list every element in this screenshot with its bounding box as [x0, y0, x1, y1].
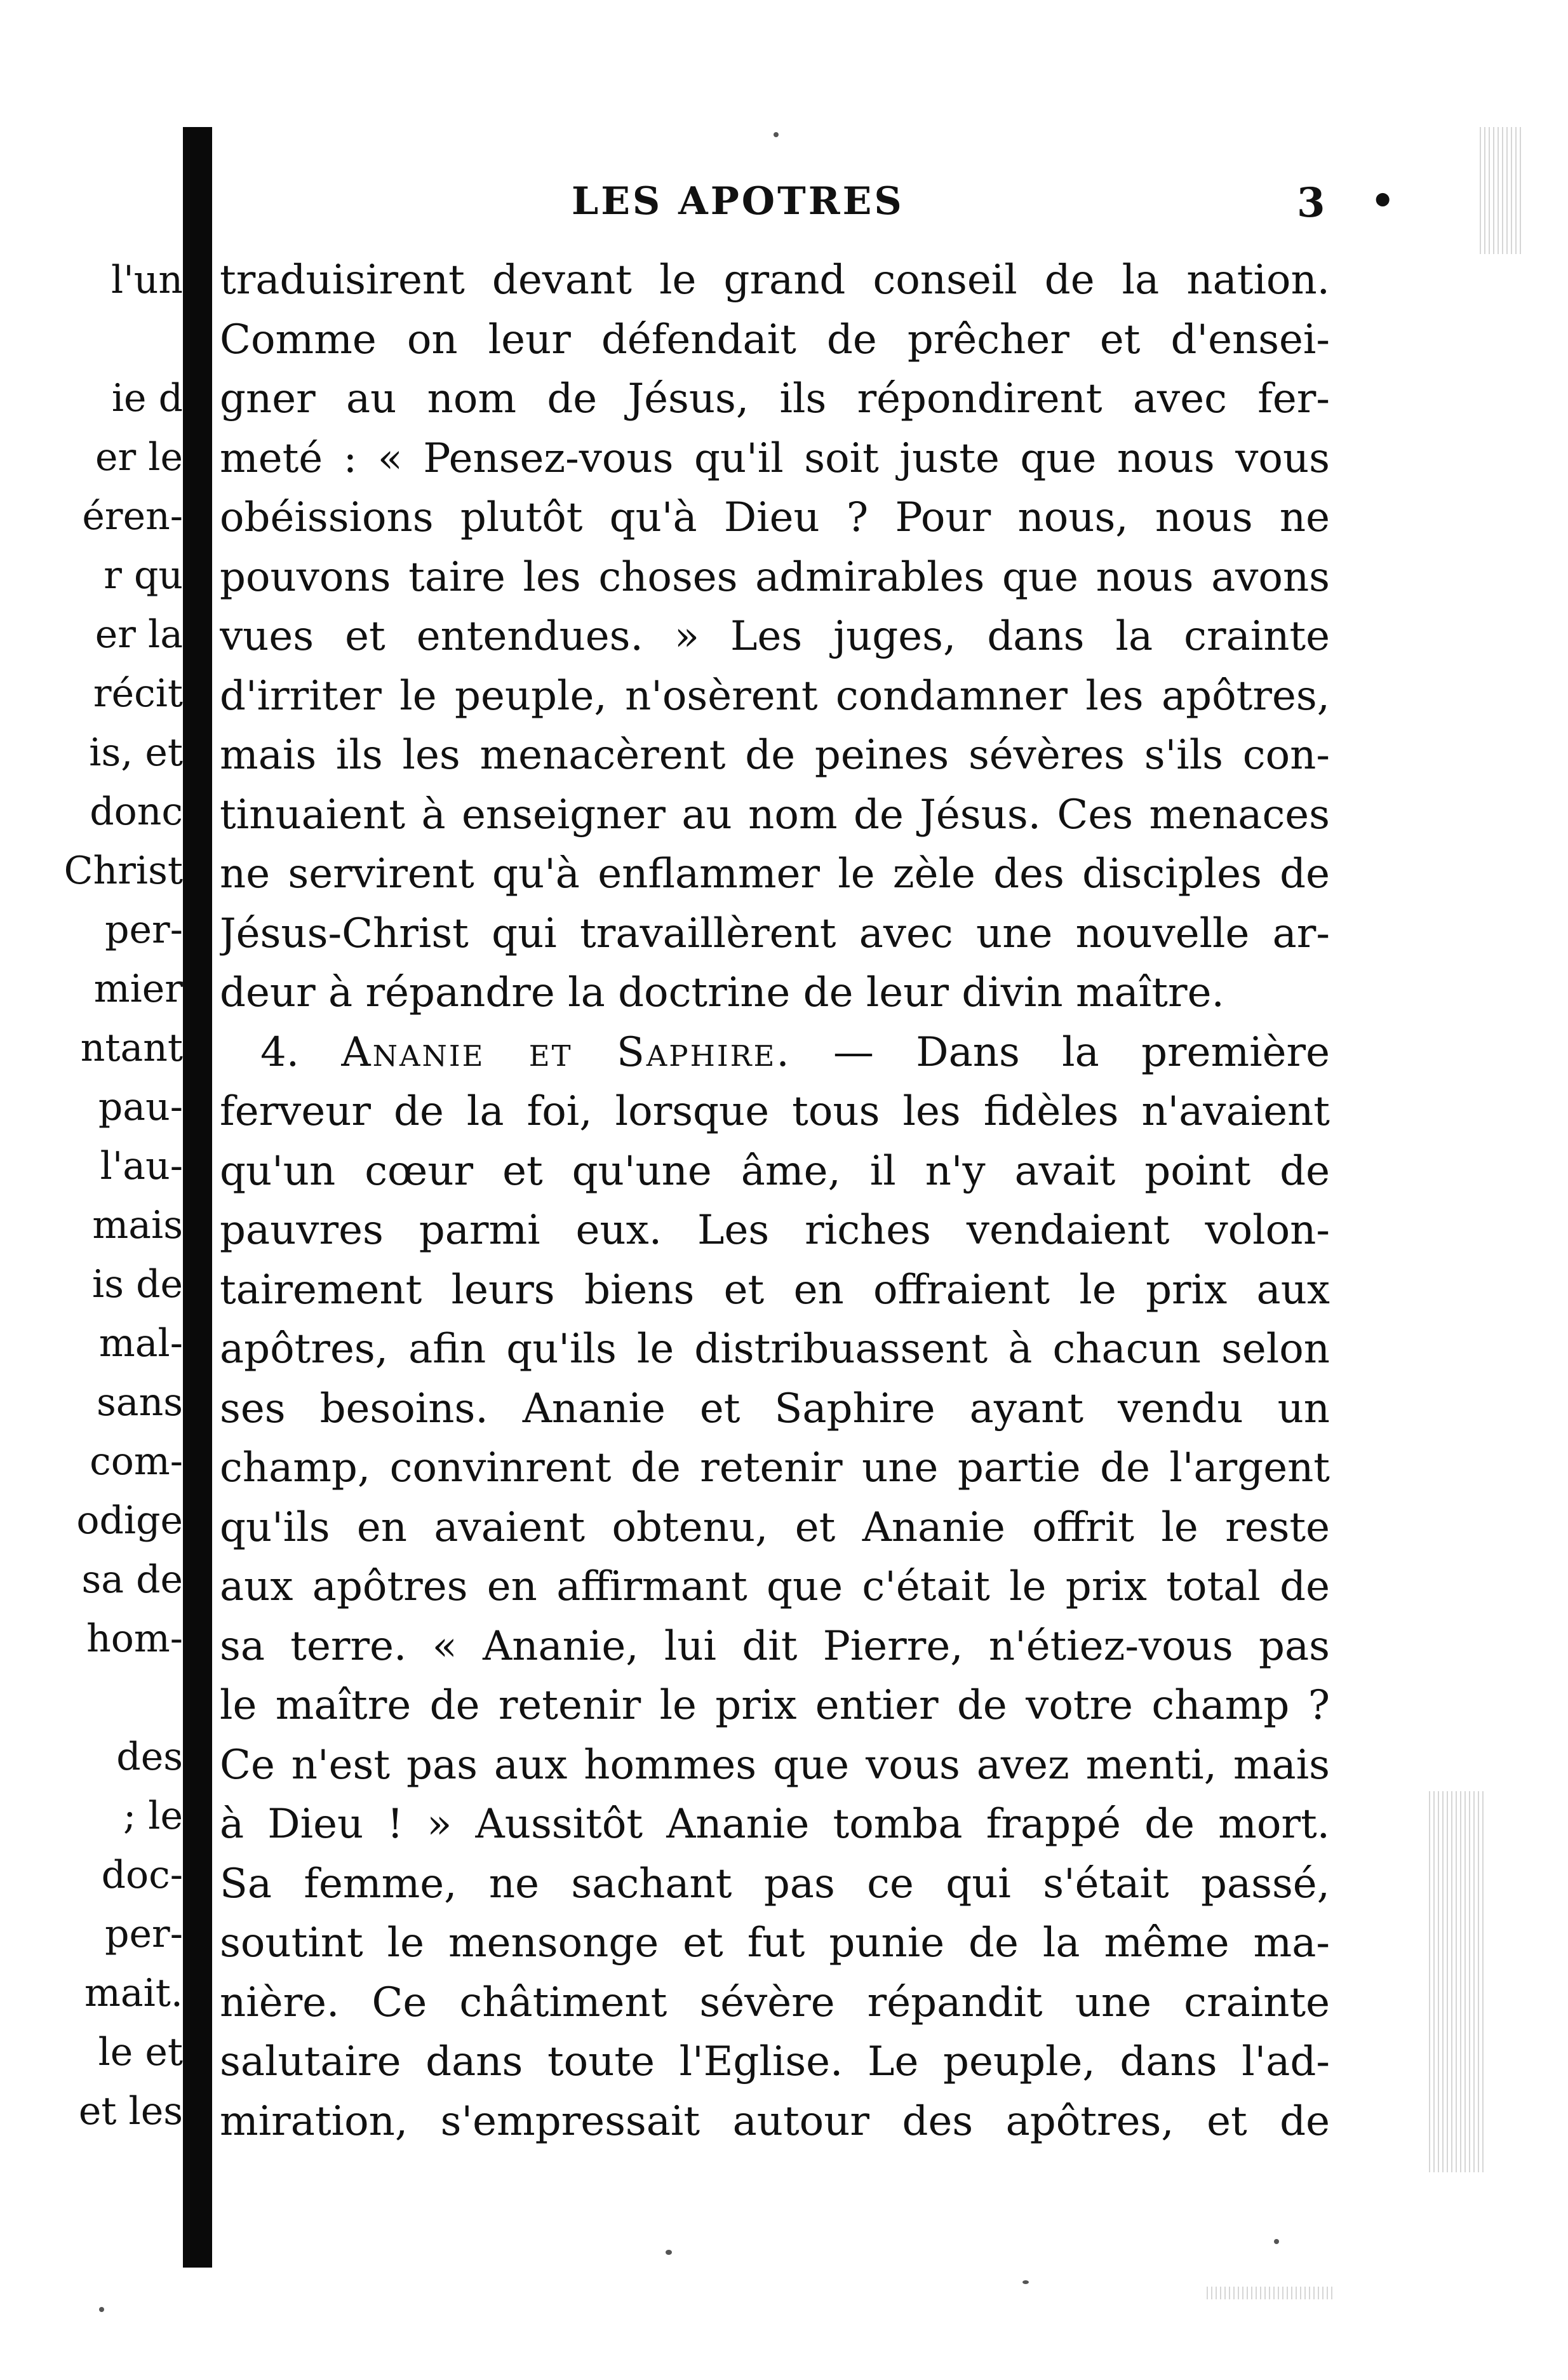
- fragment-line: com-: [90, 1439, 183, 1484]
- page-number: 3: [1297, 179, 1325, 227]
- text-line: soutint le mensonge et fut punie de la même ma-: [220, 1919, 1330, 1967]
- text-line: nière. Ce châtiment sévère répandit une crainte: [220, 1979, 1330, 2026]
- scan-speck: [774, 132, 779, 137]
- fragment-line: l'un: [111, 258, 183, 302]
- fragment-line: is de: [92, 1262, 183, 1307]
- main-text-block: [220, 251, 1330, 2151]
- text-line: ferveur de la foi, lorsque tous les fidèles n'avaient: [220, 1088, 1330, 1135]
- fragment-line: donc: [90, 790, 183, 834]
- text-line: aux apôtres en affirmant que c'était le prix total de: [220, 1563, 1330, 1610]
- fragment-line: sans: [97, 1380, 183, 1425]
- text-line: mais ils les menacèrent de peines sévères s'ils con-: [220, 732, 1330, 779]
- scan-speck: [1274, 2239, 1279, 2244]
- text-line: tairement leurs biens et en offraient le prix aux: [220, 1266, 1330, 1314]
- text-line: sa terre. « Ananie, lui dit Pierre, n'étiez-vous pas: [220, 1622, 1330, 1670]
- text-line: miration, s'empressait autour des apôtres, et de: [220, 2097, 1330, 2145]
- fragment-line: r qu: [104, 553, 183, 598]
- fragment-line: mier: [93, 967, 183, 1011]
- text-line: tinuaient à enseigner au nom de Jésus. Ces menaces: [220, 791, 1330, 838]
- text-line: Jésus-Christ qui travaillèrent avec une nouvelle ar-: [220, 910, 1330, 957]
- text-line: Comme on leur défendait de prêcher et d'ensei-: [220, 316, 1330, 363]
- fragment-line: et les: [78, 2089, 183, 2134]
- fragment-line: [5, 310, 183, 369]
- fragment-line: éren-: [82, 494, 183, 539]
- text-line: Sa femme, ne sachant pas ce qui s'était passé,: [220, 1860, 1330, 1907]
- fragment-line: l'au-: [100, 1144, 183, 1188]
- fragment-line: des: [116, 1735, 183, 1779]
- text-line: à Dieu ! » Aussitôt Ananie tomba frappé de mort.: [220, 1801, 1330, 1848]
- section-first-line: — Dans la première: [833, 1028, 1330, 1076]
- fragment-line: récit: [93, 671, 183, 716]
- fragment-line: is, et: [89, 730, 183, 775]
- text-line: qu'un cœur et qu'une âme, il n'y avait point de: [220, 1147, 1330, 1195]
- text-line: obéissions plutôt qu'à Dieu ? Pour nous, nous ne: [220, 494, 1330, 541]
- fragment-line: le et: [98, 2030, 183, 2074]
- text-line: pauvres parmi eux. Les riches vendaient volon-: [220, 1207, 1330, 1254]
- text-line: Ce n'est pas aux hommes que vous avez menti, mais: [220, 1741, 1330, 1789]
- fragment-line: mal-: [98, 1321, 183, 1366]
- fragment-line: doc-: [101, 1853, 183, 1897]
- fragment-line: per-: [105, 908, 183, 952]
- scan-edge-noise: [1480, 127, 1524, 254]
- facing-page-fragment: [5, 251, 183, 2141]
- fragment-line: mait.: [84, 1971, 183, 2015]
- section-title: Ananie et Saphire.: [341, 1028, 791, 1076]
- scan-edge-noise: [1207, 2287, 1334, 2299]
- text-line: gner au nom de Jésus, ils répondirent avec fer-: [220, 375, 1330, 422]
- text-line: pouvons taire les choses admirables que nous avons: [220, 553, 1330, 601]
- fragment-line: per-: [105, 1912, 183, 1956]
- fragment-line: ie d: [111, 376, 183, 420]
- binding-shadow: [183, 127, 212, 2268]
- fragment-line: sa de: [81, 1557, 183, 1602]
- header-ornament: •: [1370, 179, 1395, 224]
- text-line: traduisirent devant le grand conseil de la nation.: [220, 257, 1330, 304]
- scan-speck: [1022, 2280, 1029, 2284]
- text-line: vues et entendues. » Les juges, dans la crainte: [220, 613, 1330, 660]
- fragment-line: odige: [76, 1498, 183, 1543]
- text-line: deur à répandre la doctrine de leur divin maître.: [220, 969, 1224, 1016]
- text-line: champ, convinrent de retenir une partie de l'argent: [220, 1444, 1330, 1491]
- fragment-line: hom-: [86, 1617, 183, 1661]
- fragment-line: er le: [95, 435, 183, 480]
- text-line: salutaire dans toute l'Eglise. Le peuple, dans l'ad-: [220, 2038, 1330, 2085]
- scan-speck: [99, 2307, 104, 2312]
- scan-edge-noise: [1429, 1791, 1486, 2172]
- section-number: 4.: [260, 1028, 300, 1076]
- fragment-line: er la: [95, 612, 183, 657]
- fragment-line: pau-: [98, 1085, 183, 1129]
- text-line: le maître de retenir le prix entier de votre champ ?: [220, 1682, 1330, 1729]
- scan-speck: [666, 2250, 672, 2255]
- running-header: LES APOTRES: [572, 179, 904, 224]
- text-line: apôtres, afin qu'ils le distribuassent à chacun selon: [220, 1326, 1330, 1373]
- fragment-line: [5, 1669, 183, 1728]
- section-heading-line: [220, 1023, 1330, 1083]
- fragment-line: mais: [92, 1203, 183, 1247]
- fragment-line: ; le: [123, 1794, 183, 1838]
- text-line: meté : « Pensez-vous qu'il soit juste que nous vous: [220, 434, 1330, 482]
- text-line: ses besoins. Ananie et Saphire ayant vendu un: [220, 1385, 1330, 1432]
- fragment-line: ntant: [80, 1026, 183, 1070]
- text-line: ne servirent qu'à enflammer le zèle des disciples de: [220, 850, 1330, 898]
- text-line: qu'ils en avaient obtenu, et Ananie offrit le reste: [220, 1503, 1330, 1551]
- text-line: d'irriter le peuple, n'osèrent condamner les apôtres,: [220, 672, 1330, 720]
- fragment-line: Christ: [64, 849, 183, 893]
